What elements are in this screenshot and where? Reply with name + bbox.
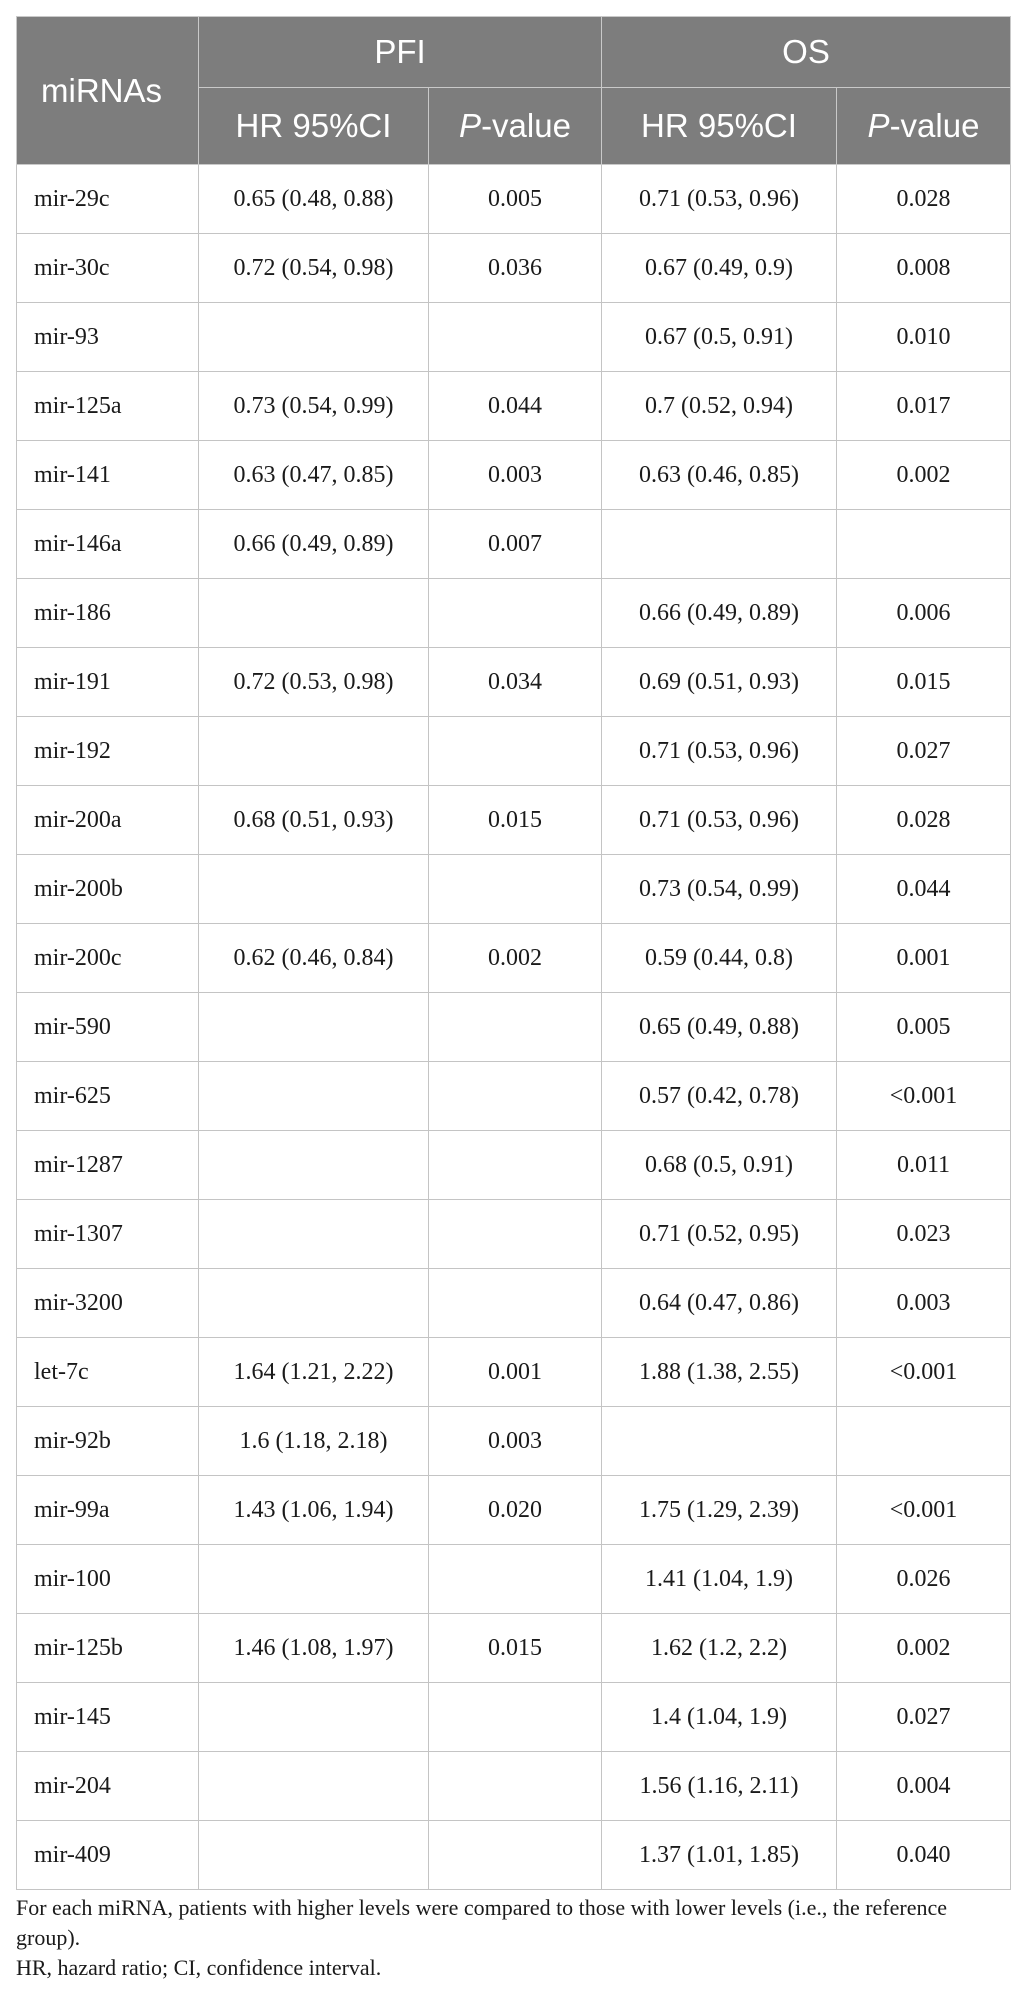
cell-pfi-pvalue: 0.007 [429,510,602,579]
cell-os-hr: 0.71 (0.53, 0.96) [602,165,837,234]
cell-pfi-pvalue: 0.003 [429,1407,602,1476]
cell-mirna: mir-3200 [17,1269,199,1338]
cell-pfi-pvalue: 0.002 [429,924,602,993]
table-row [17,372,1011,441]
header-p-italic: P [867,107,890,144]
cell-pfi-hr: 1.46 (1.08, 1.97) [199,1614,429,1683]
cell-mirna: mir-1307 [17,1200,199,1269]
cell-os-hr: 0.63 (0.46, 0.85) [602,441,837,510]
cell-mirna: mir-200c [17,924,199,993]
cell-os-hr: 1.56 (1.16, 2.11) [602,1752,837,1821]
cell-pfi-hr: 1.64 (1.21, 2.22) [199,1338,429,1407]
table-header [17,17,1011,165]
cell-pfi-hr [199,1062,429,1131]
cell-os-hr: 0.71 (0.52, 0.95) [602,1200,837,1269]
cell-mirna: mir-29c [17,165,199,234]
cell-mirna: mir-125a [17,372,199,441]
cell-pfi-hr [199,855,429,924]
cell-pfi-pvalue: 0.005 [429,165,602,234]
cell-pfi-pvalue: 0.003 [429,441,602,510]
cell-os-pvalue: 0.027 [837,717,1011,786]
cell-pfi-pvalue [429,717,602,786]
table-row [17,1821,1011,1890]
cell-os-pvalue: 0.002 [837,441,1011,510]
header-os-pvalue [837,88,1011,165]
cell-os-pvalue: 0.008 [837,234,1011,303]
header-p-italic: P [459,107,482,144]
table-row [17,1200,1011,1269]
cell-pfi-hr [199,1545,429,1614]
cell-pfi-hr [199,1821,429,1890]
cell-mirna: mir-92b [17,1407,199,1476]
cell-pfi-pvalue [429,1200,602,1269]
mirna-hazard-ratio-table [16,16,1011,1890]
cell-mirna: mir-141 [17,441,199,510]
cell-mirna: mir-30c [17,234,199,303]
cell-os-pvalue: 0.011 [837,1131,1011,1200]
cell-os-hr: 1.75 (1.29, 2.39) [602,1476,837,1545]
cell-pfi-hr: 0.72 (0.54, 0.98) [199,234,429,303]
cell-pfi-pvalue: 0.001 [429,1338,602,1407]
cell-mirna: mir-186 [17,579,199,648]
footnote-reference: For each miRNA, patients with higher levels were compared to those with lower levels (i.e., the reference group). [16,1895,948,1950]
cell-pfi-hr [199,1752,429,1821]
cell-pfi-pvalue: 0.015 [429,786,602,855]
cell-os-pvalue: <0.001 [837,1338,1011,1407]
cell-os-hr: 0.68 (0.5, 0.91) [602,1131,837,1200]
cell-pfi-hr [199,1131,429,1200]
cell-mirna: mir-146a [17,510,199,579]
cell-os-pvalue [837,510,1011,579]
header-pfi-pvalue [429,88,602,165]
cell-os-pvalue: <0.001 [837,1476,1011,1545]
cell-os-pvalue: 0.006 [837,579,1011,648]
cell-os-pvalue: 0.004 [837,1752,1011,1821]
cell-os-hr: 1.88 (1.38, 2.55) [602,1338,837,1407]
cell-pfi-pvalue [429,1062,602,1131]
cell-os-pvalue: 0.003 [837,1269,1011,1338]
cell-os-pvalue: 0.001 [837,924,1011,993]
cell-pfi-hr: 0.66 (0.49, 0.89) [199,510,429,579]
header-p-suffix: -value [481,107,571,144]
cell-pfi-pvalue [429,1269,602,1338]
cell-mirna: mir-192 [17,717,199,786]
cell-os-hr: 1.62 (1.2, 2.2) [602,1614,837,1683]
cell-pfi-hr [199,717,429,786]
cell-os-hr [602,510,837,579]
cell-mirna: mir-100 [17,1545,199,1614]
cell-os-hr: 0.7 (0.52, 0.94) [602,372,837,441]
results-table-container [16,16,1010,1890]
table-row [17,441,1011,510]
table-row [17,1062,1011,1131]
cell-pfi-pvalue [429,855,602,924]
cell-os-pvalue: 0.028 [837,165,1011,234]
cell-pfi-pvalue [429,1131,602,1200]
cell-pfi-pvalue [429,1752,602,1821]
header-mirnas: miRNAs [17,17,199,165]
cell-mirna: mir-191 [17,648,199,717]
cell-os-pvalue: 0.026 [837,1545,1011,1614]
cell-os-pvalue: 0.027 [837,1683,1011,1752]
header-row-groups [17,17,1011,88]
cell-pfi-hr: 0.73 (0.54, 0.99) [199,372,429,441]
table-row [17,510,1011,579]
cell-os-hr: 1.4 (1.04, 1.9) [602,1683,837,1752]
cell-pfi-hr: 0.63 (0.47, 0.85) [199,441,429,510]
table-row [17,924,1011,993]
table-row [17,234,1011,303]
cell-os-hr [602,1407,837,1476]
cell-os-pvalue: 0.010 [837,303,1011,372]
cell-pfi-pvalue: 0.020 [429,1476,602,1545]
cell-os-hr: 0.73 (0.54, 0.99) [602,855,837,924]
header-os: OS [602,17,1011,88]
cell-os-pvalue: 0.002 [837,1614,1011,1683]
cell-os-pvalue: 0.040 [837,1821,1011,1890]
cell-mirna: mir-590 [17,993,199,1062]
cell-pfi-hr [199,579,429,648]
cell-pfi-pvalue [429,303,602,372]
table-row [17,579,1011,648]
cell-pfi-pvalue [429,993,602,1062]
table-row [17,165,1011,234]
cell-pfi-pvalue: 0.034 [429,648,602,717]
cell-os-hr: 0.66 (0.49, 0.89) [602,579,837,648]
cell-os-pvalue [837,1407,1011,1476]
header-pfi: PFI [199,17,602,88]
table-row [17,1131,1011,1200]
cell-os-hr: 0.64 (0.47, 0.86) [602,1269,837,1338]
cell-os-pvalue: 0.023 [837,1200,1011,1269]
cell-mirna: mir-99a [17,1476,199,1545]
cell-pfi-hr [199,1269,429,1338]
table-row [17,1476,1011,1545]
cell-os-hr: 0.67 (0.5, 0.91) [602,303,837,372]
table-row [17,993,1011,1062]
cell-pfi-hr [199,1200,429,1269]
cell-mirna: mir-625 [17,1062,199,1131]
cell-pfi-hr: 0.62 (0.46, 0.84) [199,924,429,993]
table-row [17,1407,1011,1476]
cell-pfi-hr [199,303,429,372]
cell-os-hr: 0.69 (0.51, 0.93) [602,648,837,717]
cell-mirna: mir-145 [17,1683,199,1752]
cell-pfi-hr: 1.43 (1.06, 1.94) [199,1476,429,1545]
cell-os-pvalue: 0.028 [837,786,1011,855]
table-row [17,855,1011,924]
cell-os-hr: 0.67 (0.49, 0.9) [602,234,837,303]
cell-os-pvalue: 0.044 [837,855,1011,924]
cell-pfi-hr [199,993,429,1062]
cell-pfi-pvalue: 0.044 [429,372,602,441]
cell-os-hr: 0.71 (0.53, 0.96) [602,717,837,786]
cell-os-pvalue: 0.015 [837,648,1011,717]
cell-pfi-hr: 1.6 (1.18, 2.18) [199,1407,429,1476]
cell-mirna: mir-1287 [17,1131,199,1200]
cell-os-pvalue: 0.005 [837,993,1011,1062]
cell-os-hr: 0.57 (0.42, 0.78) [602,1062,837,1131]
table-row [17,786,1011,855]
cell-mirna: mir-409 [17,1821,199,1890]
cell-mirna: let-7c [17,1338,199,1407]
cell-pfi-pvalue [429,1683,602,1752]
cell-mirna: mir-200a [17,786,199,855]
cell-os-hr: 1.41 (1.04, 1.9) [602,1545,837,1614]
table-row [17,1614,1011,1683]
cell-os-hr: 1.37 (1.01, 1.85) [602,1821,837,1890]
table-row [17,1338,1011,1407]
table-row [17,1545,1011,1614]
table-body [17,165,1011,1890]
cell-os-hr: 0.71 (0.53, 0.96) [602,786,837,855]
cell-pfi-hr: 0.68 (0.51, 0.93) [199,786,429,855]
cell-pfi-pvalue: 0.036 [429,234,602,303]
table-row [17,1683,1011,1752]
cell-pfi-pvalue [429,1821,602,1890]
cell-os-hr: 0.59 (0.44, 0.8) [602,924,837,993]
header-pfi-hr: HR 95%CI [199,88,429,165]
cell-pfi-hr: 0.72 (0.53, 0.98) [199,648,429,717]
cell-os-hr: 0.65 (0.49, 0.88) [602,993,837,1062]
cell-mirna: mir-204 [17,1752,199,1821]
cell-mirna: mir-200b [17,855,199,924]
table-row [17,1269,1011,1338]
cell-pfi-pvalue [429,579,602,648]
cell-mirna: mir-125b [17,1614,199,1683]
cell-pfi-hr [199,1683,429,1752]
cell-os-pvalue: <0.001 [837,1062,1011,1131]
cell-os-pvalue: 0.017 [837,372,1011,441]
footnote-abbreviations: HR, hazard ratio; CI, confidence interval. [16,1955,382,1980]
cell-mirna: mir-93 [17,303,199,372]
table-row [17,648,1011,717]
header-os-hr: HR 95%CI [602,88,837,165]
table-row [17,717,1011,786]
table-row [17,1752,1011,1821]
cell-pfi-pvalue: 0.015 [429,1614,602,1683]
header-p-suffix: -value [889,107,980,144]
table-footnotes [16,1893,1006,1983]
cell-pfi-hr: 0.65 (0.48, 0.88) [199,165,429,234]
table-row [17,303,1011,372]
cell-pfi-pvalue [429,1545,602,1614]
